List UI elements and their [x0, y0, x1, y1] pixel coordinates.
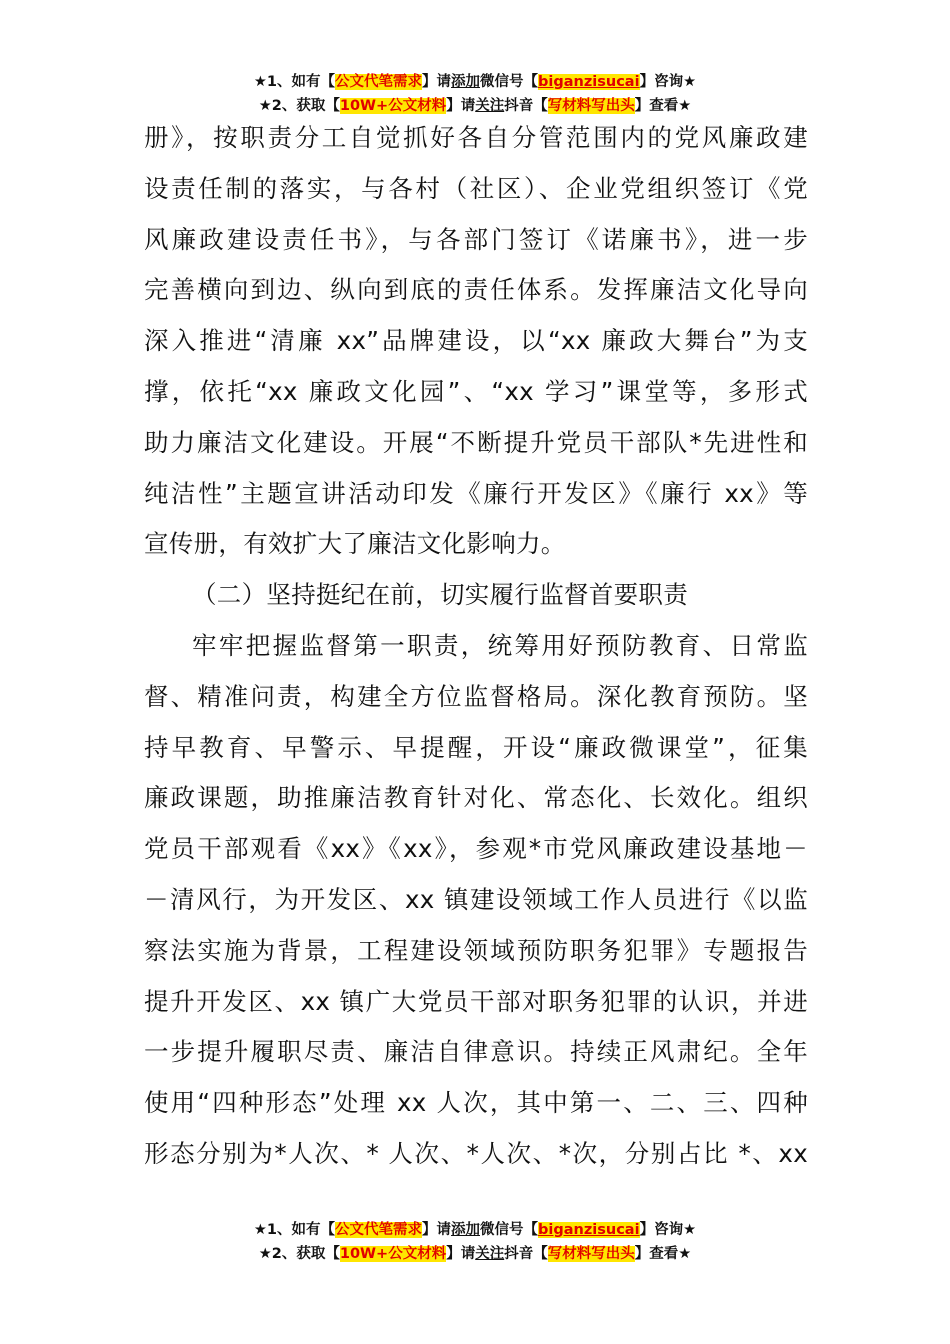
promo-text: 】请 [446, 1246, 476, 1262]
douyin-account-highlight: 写材料写出头 [547, 98, 635, 114]
promo-highlight: 公文代笔需求 [335, 1222, 423, 1238]
promo-text: 抖音【 [504, 98, 548, 114]
body-line: 宣传册，有效扩大了廉洁文化影响力。 [144, 529, 566, 559]
promo-text: 】请 [422, 74, 452, 90]
promo-line-2 [0, 1242, 950, 1266]
promo-text: ★1、如有【 [253, 1222, 336, 1238]
promo-text: 】请 [422, 1222, 452, 1238]
body-line: 助力廉洁文化建设。开展“不断提升党员干部队*先进性和 [144, 427, 808, 457]
promo-highlight: 10W+公文材料 [339, 1246, 447, 1262]
promo-text: 】请 [446, 98, 476, 114]
body-line: 设责任制的落实，与各村（社区）、企业党组织签订《党 [144, 173, 808, 203]
promo-text: 微信号【 [480, 74, 539, 90]
promo-text: ★2、获取【 [258, 98, 340, 114]
douyin-account-highlight: 写材料写出头 [547, 1246, 635, 1262]
body-line: 廉政课题，助推廉洁教育针对化、常态化、长效化。组织 [144, 783, 808, 813]
body-line: 册》，按职责分工自觉抓好各自分管范围内的党风廉政建 [144, 123, 808, 152]
document-body [144, 113, 808, 1180]
promo-emphasis: 添加 [451, 1222, 481, 1238]
promo-highlight: 公文代笔需求 [335, 74, 423, 90]
wechat-id-highlight: biganzisucai [538, 74, 640, 90]
body-line: 风廉政建设责任书》，与各部门签订《诺廉书》，进一步 [144, 224, 808, 254]
body-line: －清风行，为开发区、xx 镇建设领域工作人员进行《以监 [144, 884, 808, 914]
body-line: 撑，依托“xx 廉政文化园”、“xx 学习”课堂等，多形式 [144, 376, 808, 406]
promo-text: ★2、获取【 [258, 1246, 340, 1262]
body-line: 督、精准问责，构建全方位监督格局。深化教育预防。坚 [144, 681, 808, 711]
promo-line-1 [0, 70, 950, 94]
promo-emphasis: 关注 [475, 1246, 505, 1262]
body-line: 持早教育、早警示、早提醒，开设“廉政微课堂”，征集 [144, 732, 808, 762]
header-promo-banner [0, 70, 950, 118]
body-line: 一步提升履职尽责、廉洁自律意识。持续正风肃纪。全年 [144, 1037, 808, 1067]
promo-text: 微信号【 [480, 1222, 539, 1238]
promo-emphasis: 添加 [451, 74, 481, 90]
body-line: 牢牢把握监督第一职责，统筹用好预防教育、日常监 [192, 630, 808, 660]
body-line: 纯洁性”主题宣讲活动印发《廉行开发区》《廉行 xx》等 [144, 478, 808, 508]
promo-highlight: 10W+公文材料 [339, 98, 447, 114]
body-line: 使用“四种形态”处理 xx 人次，其中第一、二、三、四种 [144, 1088, 808, 1118]
body-line: 完善横向到边、纵向到底的责任体系。发挥廉洁文化导向 [144, 275, 808, 305]
promo-text: 】咨询★ [639, 74, 697, 90]
wechat-id-highlight: biganzisucai [538, 1222, 640, 1238]
body-line: 深入推进“清廉 xx”品牌建设，以“xx 廉政大舞台”为支 [144, 326, 808, 356]
body-line: 提升开发区、xx 镇广大党员干部对职务犯罪的认识，并进 [144, 986, 808, 1016]
body-line: 党员干部观看《xx》《xx》，参观*市党风廉政建设基地－ [144, 834, 808, 864]
promo-emphasis: 关注 [475, 98, 505, 114]
promo-text: 】咨询★ [639, 1222, 697, 1238]
section-heading: （二）坚持挺纪在前，切实履行监督首要职责 [192, 580, 688, 610]
promo-line-1 [0, 1218, 950, 1242]
promo-text: 抖音【 [504, 1246, 548, 1262]
body-line: 察法实施为背景，工程建设领域预防职务犯罪》专题报告 [144, 935, 808, 965]
promo-text: 】查看★ [634, 1246, 692, 1262]
promo-text: ★1、如有【 [253, 74, 336, 90]
promo-text: 】查看★ [634, 98, 692, 114]
body-line: 形态分别为*人次、* 人次、*人次、*次，分别占比 *、xx [144, 1138, 808, 1168]
footer-promo-banner [0, 1218, 950, 1266]
